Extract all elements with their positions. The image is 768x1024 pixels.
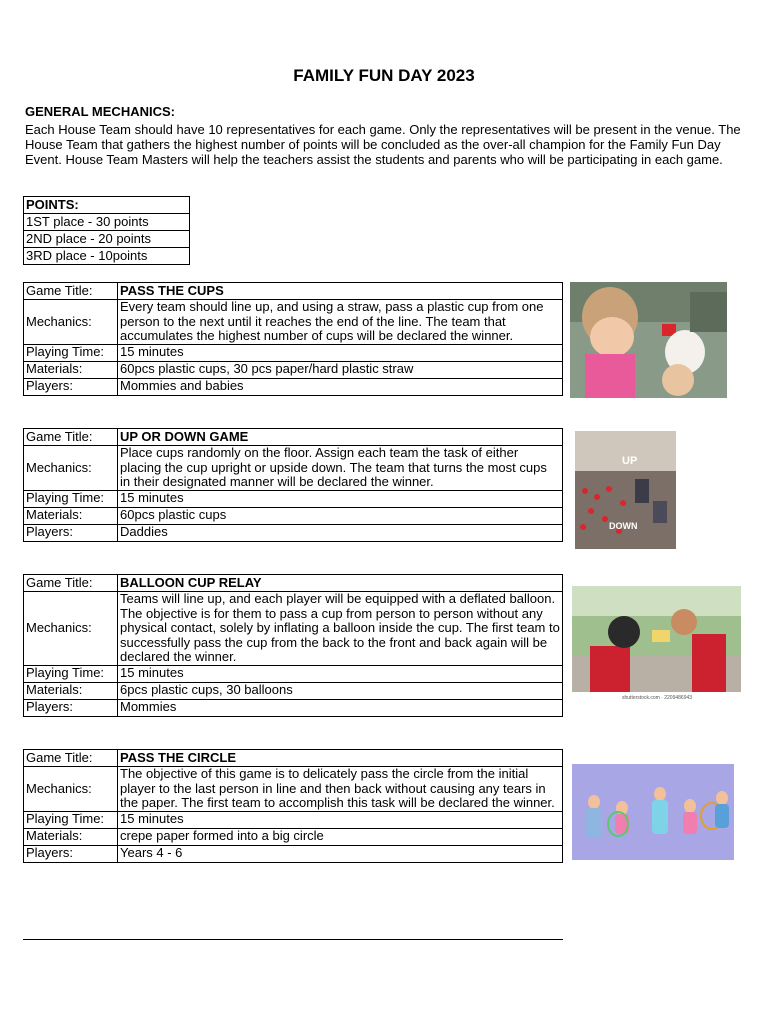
label-mechanics: Mechanics: (24, 446, 118, 491)
points-row-3: 3RD place - 10points (24, 248, 190, 265)
game-title: UP OR DOWN GAME (118, 429, 563, 446)
game-table-pass-the-circle (23, 749, 563, 863)
label-mechanics: Mechanics: (24, 300, 118, 345)
label-players: Players: (24, 378, 118, 395)
label-players: Players: (24, 524, 118, 541)
footer-rule (23, 939, 563, 940)
game-mechanics: Place cups randomly on the floor. Assign each team the task of either placing the cup upright or upside down. The team that turns the most cups in their designated manner will be declared the winner. (118, 446, 563, 491)
game-players: Daddies (118, 524, 563, 541)
general-mechanics-heading: GENERAL MECHANICS: (25, 104, 175, 119)
game-playing-time: 15 minutes (118, 344, 563, 361)
game-table-balloon-cup-relay (23, 574, 563, 717)
game-table-pass-the-cups (23, 282, 563, 396)
game-title: PASS THE CUPS (118, 283, 563, 300)
pass-the-circle-illustration (572, 764, 734, 860)
game-mechanics: Teams will line up, and each player will be equipped with a deflated balloon. The objective is for them to pass a cup from person to person without any physical contact, solely by inflating a balloon inside the cup. The first team to successfully pass the cup from the back to the front and back again will be declared the winner. (118, 592, 563, 666)
label-mechanics: Mechanics: (24, 592, 118, 666)
balloon-cup-relay-photo (572, 586, 741, 701)
game-materials: 60pcs plastic cups (118, 507, 563, 524)
pass-the-cups-photo (570, 282, 727, 398)
game-players: Mommies (118, 699, 563, 716)
game-materials: 60pcs plastic cups, 30 pcs paper/hard plastic straw (118, 361, 563, 378)
game-title: PASS THE CIRCLE (118, 750, 563, 767)
game-playing-time: 15 minutes (118, 490, 563, 507)
label-players: Players: (24, 699, 118, 716)
label-mechanics: Mechanics: (24, 767, 118, 812)
game-mechanics: Every team should line up, and using a straw, pass a plastic cup from one person to the next until it reaches the end of the line. The team that accumulates the highest number of cups will be declared the winner. (118, 300, 563, 345)
game-players: Mommies and babies (118, 378, 563, 395)
label-playing-time: Playing Time: (24, 490, 118, 507)
label-playing-time: Playing Time: (24, 665, 118, 682)
game-title: BALLOON CUP RELAY (118, 575, 563, 592)
label-players: Players: (24, 845, 118, 862)
points-row-1: 1ST place - 30 points (24, 214, 190, 231)
down-label: DOWN (609, 521, 638, 531)
label-game-title: Game Title: (24, 750, 118, 767)
game-materials: crepe paper formed into a big circle (118, 828, 563, 845)
points-table (23, 196, 190, 265)
label-materials: Materials: (24, 828, 118, 845)
game-playing-time: 15 minutes (118, 665, 563, 682)
document-title: FAMILY FUN DAY 2023 (293, 66, 475, 85)
up-label: UP (622, 455, 638, 467)
points-heading: POINTS: (24, 197, 190, 214)
points-row-2: 2ND place - 20 points (24, 231, 190, 248)
game-playing-time: 15 minutes (118, 811, 563, 828)
label-playing-time: Playing Time: (24, 344, 118, 361)
game-table-up-or-down (23, 428, 563, 542)
label-playing-time: Playing Time: (24, 811, 118, 828)
game-materials: 6pcs plastic cups, 30 balloons (118, 682, 563, 699)
balloon-photo-caption: shutterstock.com · 2209486943 (622, 695, 693, 701)
label-game-title: Game Title: (24, 575, 118, 592)
game-players: Years 4 - 6 (118, 845, 563, 862)
label-materials: Materials: (24, 507, 118, 524)
label-game-title: Game Title: (24, 429, 118, 446)
label-materials: Materials: (24, 682, 118, 699)
general-mechanics-text: Each House Team should have 10 representatives for each game. Only the representatives will be present in the venue. The House Team that gathers the highest number of points will be concluded as the over-all champion for the Family Fun Day Event. House Team Masters will help the teachers assist the students and parents who will be participating in each game. (25, 122, 741, 167)
label-materials: Materials: (24, 361, 118, 378)
up-or-down-photo (575, 431, 676, 549)
label-game-title: Game Title: (24, 283, 118, 300)
game-mechanics: The objective of this game is to delicately pass the circle from the initial player to the last person in line and then back without causing any tears in the paper. The first team to accomplish this task will be declared the winner. (118, 767, 563, 812)
